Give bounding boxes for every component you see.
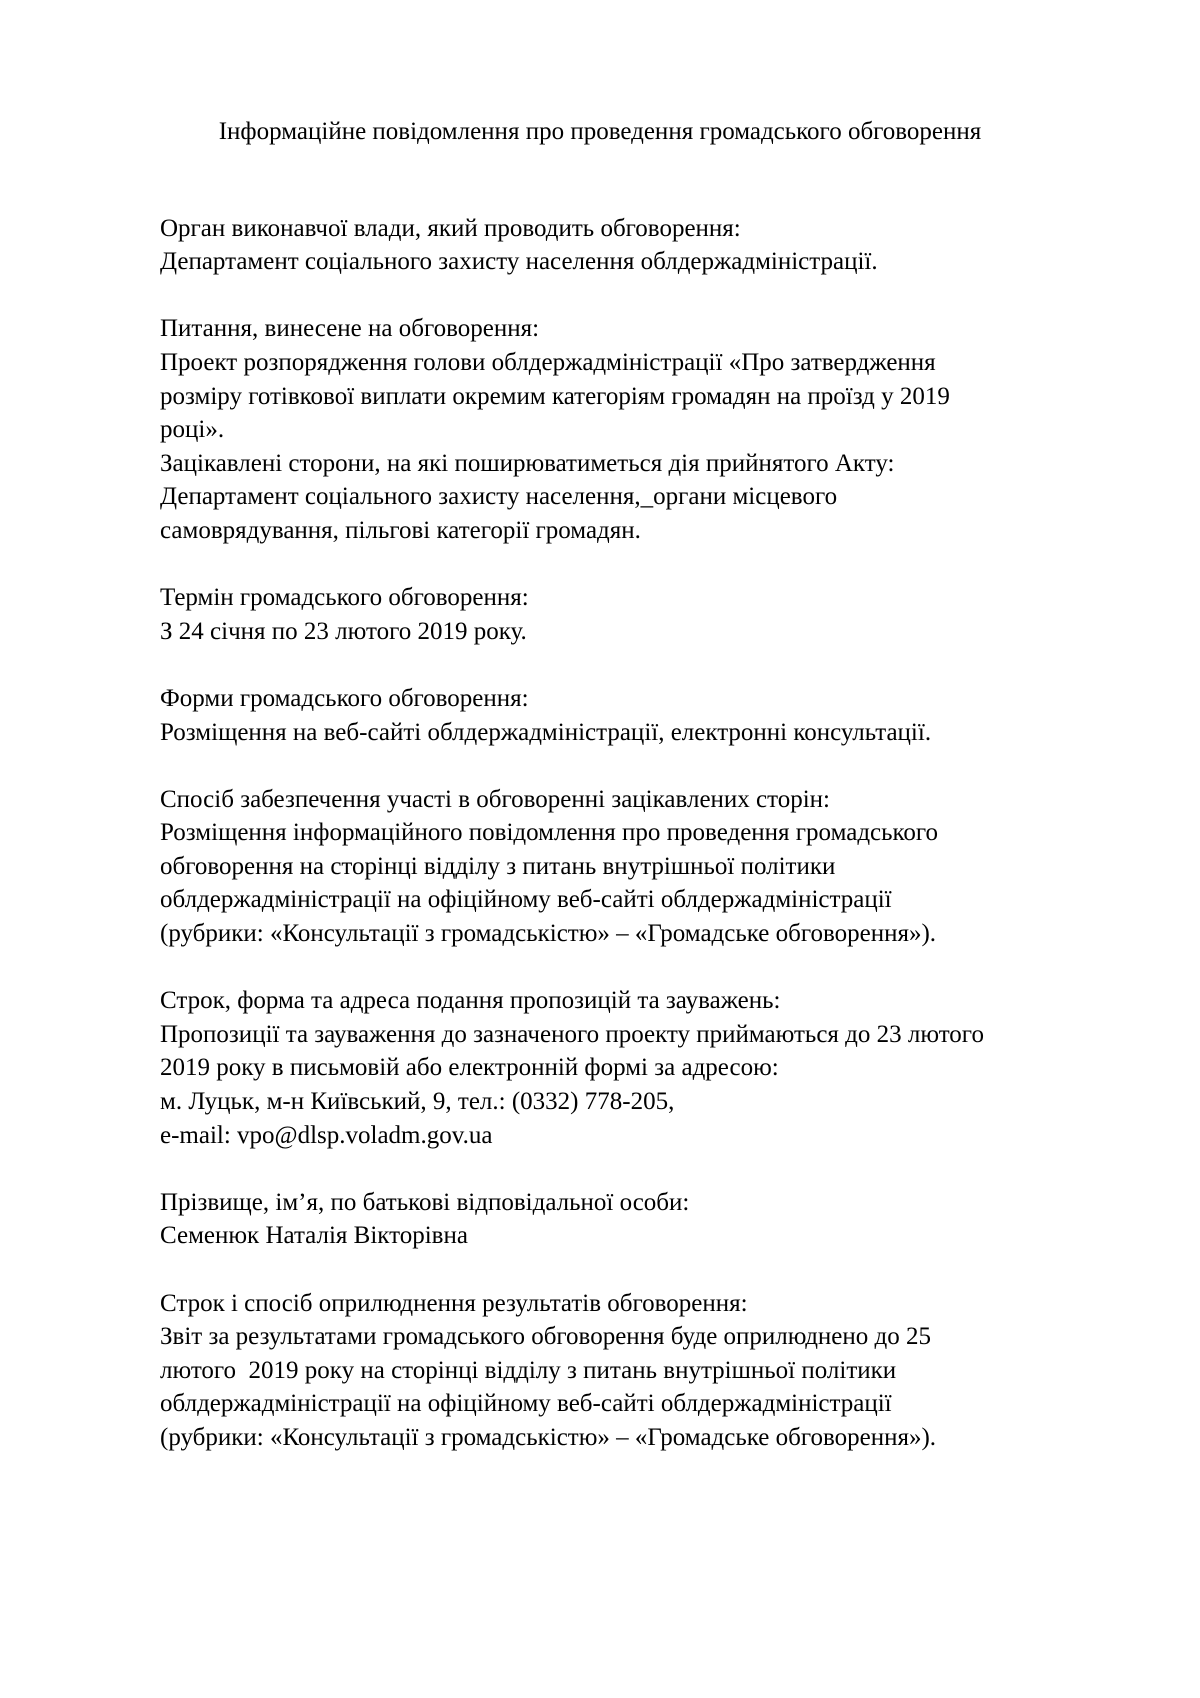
text-line: обговорення на сторінці відділу з питань внутрішньої політики xyxy=(160,852,836,880)
section-term xyxy=(160,581,1040,648)
text-line: Розміщення інформаційного повідомлення про проведення громадського xyxy=(160,819,939,847)
text-line: Строк, форма та адреса подання пропозицій та зауважень: xyxy=(160,987,781,1015)
section-results-publication xyxy=(160,1287,1040,1455)
text-line: Питання, винесене на обговорення: xyxy=(160,315,540,343)
text-line: Пропозиції та зауваження до зазначеного проекту приймаються до 23 лютого xyxy=(160,1020,984,1048)
text-line: Проект розпорядження голови облдержадміністрації «Про затвердження xyxy=(160,348,936,376)
text-line: році». xyxy=(160,416,225,444)
document-title: Інформаційне повідомлення про проведення громадського обговорення xyxy=(218,118,982,145)
text-line: Департамент соціального захисту населення,_органи місцевого xyxy=(160,483,838,511)
text-line: (рубрики: «Консультації з громадськістю» – «Громадське обговорення»). xyxy=(160,1423,937,1451)
text-line: Спосіб забезпечення участі в обговоренні зацікавлених сторін: xyxy=(160,785,831,813)
section-proposals-address xyxy=(160,984,1040,1152)
text-line: самоврядування, пільгові категорії громадян. xyxy=(160,516,641,544)
text-line: облдержадміністрації на офіційному веб-сайті облдержадміністрації xyxy=(160,1390,892,1418)
text-line: облдержадміністрації на офіційному веб-сайті облдержадміністрації xyxy=(160,886,892,914)
text-line: e-mail: vpo@dlsp.voladm.gov.ua xyxy=(160,1121,493,1149)
text-line: Звіт за результатами громадського обговорення буде оприлюднено до 25 xyxy=(160,1323,931,1351)
text-line: З 24 січня по 23 лютого 2019 року. xyxy=(160,617,527,645)
section-forms xyxy=(160,682,1040,749)
section-conducting-body xyxy=(160,212,1040,279)
text-line: м. Луцьк, м-н Київський, 9, тел.: (0332) 778-205, xyxy=(160,1088,675,1116)
text-line: лютого 2019 року на сторінці відділу з питань внутрішньої політики xyxy=(160,1356,897,1384)
text-line: розміру готівкової виплати окремим категоріям громадян на проїзд у 2019 xyxy=(160,382,950,410)
text-line: (рубрики: «Консультації з громадськістю» – «Громадське обговорення»). xyxy=(160,920,937,948)
text-line: 2019 року в письмовій або електронній формі за адресою: xyxy=(160,1054,779,1082)
text-line: Форми громадського обговорення: xyxy=(160,684,529,712)
text-line: Розміщення на веб-сайті облдержадміністрації, електронні консультації. xyxy=(160,718,932,746)
section-responsible-person xyxy=(160,1186,1040,1253)
text-line: Семенюк Наталія Вікторівна xyxy=(160,1222,468,1250)
section-question xyxy=(160,312,1040,547)
text-line: Термін громадського обговорення: xyxy=(160,584,529,612)
text-line: Орган виконавчої влади, який проводить обговорення: xyxy=(160,214,741,242)
document-content xyxy=(160,115,1040,1455)
text-line: Строк і спосіб оприлюднення результатів обговорення: xyxy=(160,1289,748,1317)
text-line: Зацікавлені сторони, на які поширюватиметься дія прийнятого Акту: xyxy=(160,449,895,477)
text-line: Прізвище, ім’я, по батькові відповідальної особи: xyxy=(160,1188,690,1216)
text-line: Департамент соціального захисту населення облдержадміністрації. xyxy=(160,248,878,276)
section-participation-method xyxy=(160,783,1040,951)
